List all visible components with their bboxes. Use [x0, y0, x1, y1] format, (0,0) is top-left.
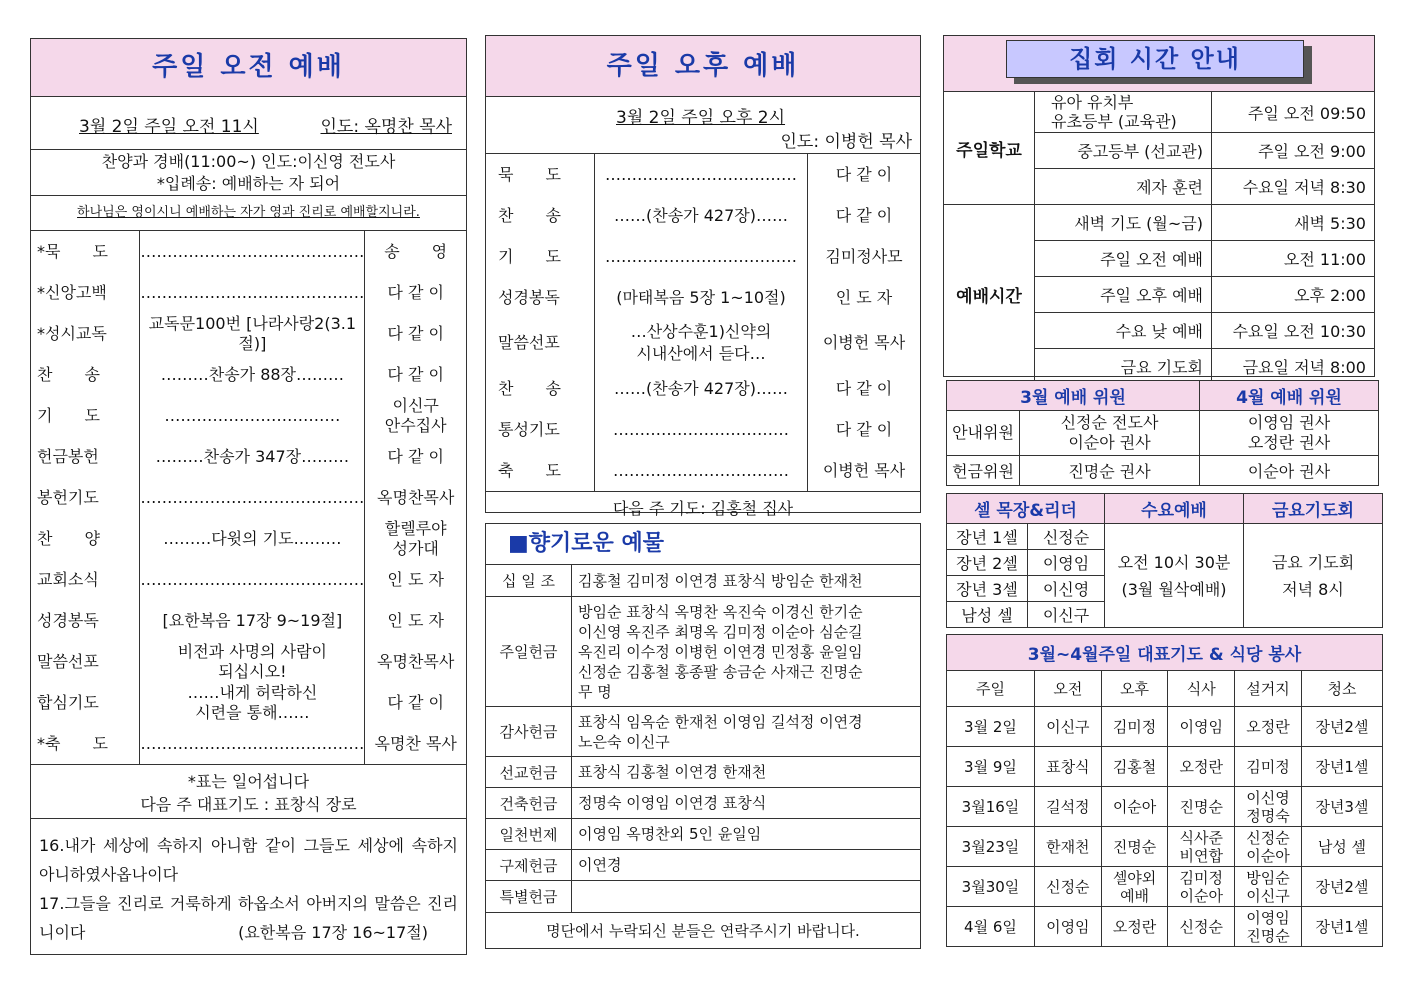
cell-leader: 이신영	[1028, 576, 1105, 602]
order-person: 옥명찬목사	[377, 487, 455, 507]
order-detail: [요한복음 17장 9~19절]	[140, 600, 365, 641]
offering-march: 진명순 권사	[1020, 456, 1200, 486]
cell-leader: 신정순	[1028, 524, 1105, 550]
duty-cell: 3월23일	[947, 827, 1035, 867]
schedule-item-time: 금요일 저녁 8:00	[1212, 349, 1375, 385]
duty-cell: 신정순	[1034, 867, 1101, 907]
offering-row	[486, 819, 920, 850]
friday-header: 금요기도회	[1244, 494, 1383, 524]
order-detail: ……(찬송가 427장)……	[595, 195, 808, 236]
duty-cell: 표창식	[1034, 747, 1101, 787]
duty-cell: 장년1셀	[1301, 907, 1382, 947]
duty-cell: 남성 셀	[1301, 827, 1382, 867]
order-person: 옥명찬 목사	[374, 733, 457, 753]
order-detail: (마태복음 5장 1~10절)	[595, 277, 808, 318]
order-person: 이병헌 목사	[822, 460, 906, 480]
schedule-item-time: 오전 11:00	[1212, 241, 1375, 277]
wednesday-header: 수요예배	[1105, 494, 1244, 524]
schedule-item-name: 제자 훈련	[1035, 169, 1212, 205]
order-detail: ……………………………………	[140, 272, 365, 313]
offering-april: 이순아 권사	[1200, 456, 1379, 486]
duty-cell: 이신구	[1034, 707, 1101, 747]
order-item: 합심기도	[37, 692, 99, 712]
offering-category: 선교헌금	[486, 757, 572, 788]
schedule-item-name: 주일 오전 예배	[1035, 241, 1212, 277]
order-detail: ………찬송가 88장………	[140, 354, 365, 395]
duty-cell: 김미정	[1101, 707, 1168, 747]
offering-row	[486, 850, 920, 881]
offering-row	[486, 788, 920, 819]
order-detail: ……………………………………	[140, 231, 365, 272]
duty-cell: 3월 9일	[947, 747, 1035, 787]
stand-note: *표는 일어섭니다	[187, 772, 310, 791]
praise-line: 찬양과 경배(11:00~) 인도:이신영 전도사	[101, 152, 396, 171]
offering-row	[486, 881, 920, 912]
offering-names: 이연경	[572, 850, 921, 881]
cell-name: 남성 셀	[947, 602, 1028, 628]
order-item: 헌금봉헌	[37, 446, 99, 466]
order-item: 말씀선포	[498, 333, 560, 352]
morning-order-row	[31, 436, 466, 477]
afternoon-order-row	[486, 277, 920, 318]
order-person: 다 같 이	[387, 692, 444, 712]
order-person: 할렐루야 성가대	[384, 518, 447, 558]
order-detail: ………………………………	[595, 236, 808, 277]
order-item: 성경봉독	[37, 610, 99, 630]
duty-cell: 진명순	[1168, 787, 1235, 827]
morning-order-row	[31, 354, 466, 395]
order-detail: ………………………………	[595, 154, 808, 195]
offering-names: 표창식 김홍철 이연경 한재천	[572, 757, 921, 788]
morning-order-row	[31, 477, 466, 518]
order-detail: ……………………………………	[140, 559, 365, 600]
afternoon-service-panel	[485, 35, 921, 518]
morning-order-row	[31, 559, 466, 600]
worship-time-label: 예배시간	[944, 205, 1035, 385]
schedule-table	[944, 91, 1374, 384]
duty-column-header: 청소	[1301, 671, 1382, 707]
offering-category: 특별헌금	[486, 881, 572, 912]
morning-date: 3월 2일 주일 오전 11시	[79, 117, 259, 137]
afternoon-date: 3월 2일 주일 오후 2시	[616, 108, 786, 128]
offering-category: 구제헌금	[486, 850, 572, 881]
duty-cell: 진명순	[1101, 827, 1168, 867]
march-committee-header: 3월 예배 위원	[947, 381, 1200, 411]
duty-column-header: 오전	[1034, 671, 1101, 707]
morning-title: 주일 오전 예배	[31, 39, 466, 97]
offering-names: 이영임 옥명찬외 5인 윤일임	[572, 819, 921, 850]
duty-cell: 3월30일	[947, 867, 1035, 907]
entry-song: *입례송: 예배하는 자 되어	[156, 174, 341, 193]
scripture-verse-16: 16.내가 세상에 속하지 아니함 같이 그들도 세상에 속하지 아니하였사옵나이다	[39, 836, 458, 884]
duty-column-header: 설거지	[1235, 671, 1302, 707]
duty-row	[947, 907, 1383, 947]
schedule-item-time: 수요일 저녁 8:30	[1212, 169, 1375, 205]
offering-title: ■향기로운 예물	[508, 531, 664, 556]
morning-order-row	[31, 395, 466, 436]
afternoon-order-row	[486, 236, 920, 277]
duty-row	[947, 787, 1383, 827]
duty-row	[947, 747, 1383, 787]
order-item: 성경봉독	[498, 287, 560, 307]
afternoon-next-prayer: 다음 주 기도: 김홍철 집사	[612, 499, 794, 518]
order-person: 다 같 이	[835, 164, 893, 184]
order-detail: ……………………………………	[140, 723, 365, 765]
duty-column-header: 오후	[1101, 671, 1168, 707]
duty-row	[947, 827, 1383, 867]
duty-cell: 이신영 정명숙	[1235, 787, 1302, 827]
order-item: 교회소식	[37, 569, 99, 589]
duty-cell: 김홍철	[1101, 747, 1168, 787]
afternoon-title: 주일 오후 예배	[486, 36, 920, 97]
duty-column-header: 식사	[1168, 671, 1235, 707]
schedule-item-name: 주일 오후 예배	[1035, 277, 1212, 313]
scripture-reference: (요한복음 17장 16~17절)	[238, 923, 428, 942]
order-item: *신앙고백	[37, 282, 107, 302]
duty-cell: 장년3셀	[1301, 787, 1382, 827]
schedule-item-time: 주일 오전 9:00	[1212, 133, 1375, 169]
offering-category: 건축헌금	[486, 788, 572, 819]
offering-panel	[485, 523, 921, 949]
order-person: 다 같 이	[387, 364, 444, 384]
order-item: 묵 도	[498, 164, 561, 184]
offering-category: 감사헌금	[486, 707, 572, 757]
offering-table	[486, 564, 920, 912]
duty-cell: 방임순 이신구	[1235, 867, 1302, 907]
order-detail: ……………………………	[595, 409, 808, 450]
duty-cell: 신정순 이순아	[1235, 827, 1302, 867]
offering-category: 일천번제	[486, 819, 572, 850]
order-person: 다 같 이	[387, 446, 444, 466]
schedule-item-time: 수요일 오전 10:30	[1212, 313, 1375, 349]
cell-leader: 이영임	[1028, 550, 1105, 576]
duty-title: 3월~4월주일 대표기도 & 식당 봉사	[947, 635, 1383, 671]
order-person: 이신구 안수집사	[384, 395, 447, 435]
order-detail: ………찬송가 347장………	[140, 436, 365, 477]
order-person: 다 같 이	[835, 419, 893, 439]
cell-header: 셀 목장&리더	[947, 494, 1105, 524]
schedule-item-name: 중고등부 (선교관)	[1035, 133, 1212, 169]
duty-row	[947, 867, 1383, 907]
duty-cell: 김미정	[1235, 747, 1302, 787]
guide-march: 신정순 전도사 이순아 권사	[1020, 411, 1200, 456]
schedule-panel	[943, 35, 1375, 377]
duty-cell: 이영임	[1168, 707, 1235, 747]
order-detail: ……………………………………	[140, 477, 365, 518]
cell-leader: 이신구	[1028, 602, 1105, 628]
offering-row	[486, 565, 920, 597]
duty-cell: 신정순	[1168, 907, 1235, 947]
offering-names	[572, 881, 921, 912]
order-detail: 교독문100번 [나라사랑2(3.1절)]	[140, 313, 365, 354]
morning-order-row	[31, 313, 466, 354]
guide-label: 안내위원	[947, 411, 1020, 456]
afternoon-order-row	[486, 318, 920, 368]
duty-cell: 장년2셀	[1301, 707, 1382, 747]
sunday-school-label: 주일학교	[944, 92, 1035, 205]
schedule-title: 집회 시간 안내	[1006, 40, 1304, 78]
order-item: 말씀선포	[37, 651, 99, 671]
duty-row	[947, 707, 1383, 747]
offering-names: 김홍철 김미정 이연경 표창식 방임순 한재천	[572, 565, 921, 597]
order-detail: ……(찬송가 427장)……	[595, 368, 808, 409]
order-detail: 비전과 사명의 사람이 되십시오!	[140, 641, 365, 682]
order-person: 인 도 자	[387, 610, 444, 630]
order-detail: ……………………………	[140, 395, 365, 436]
cell-name: 장년 1셀	[947, 524, 1028, 550]
schedule-item-time: 새벽 5:30	[1212, 205, 1375, 241]
morning-order-table	[31, 231, 466, 765]
offering-category: 십 일 조	[486, 565, 572, 597]
duty-cell: 이영임 진명순	[1235, 907, 1302, 947]
order-person: 다 같 이	[387, 282, 444, 302]
morning-order-row	[31, 641, 466, 682]
offering-category: 주일헌금	[486, 597, 572, 707]
order-person: 다 같 이	[835, 378, 893, 398]
duty-cell: 길석정	[1034, 787, 1101, 827]
guide-april: 이영임 권사 오정란 권사	[1200, 411, 1379, 456]
duty-cell: 이순아	[1101, 787, 1168, 827]
order-person: 이병헌 목사	[822, 333, 906, 352]
order-person: 다 같 이	[387, 323, 444, 343]
offering-note: 명단에서 누락되신 분들은 연락주시기 바랍니다.	[486, 912, 920, 949]
morning-leader: 인도: 옥명찬 목사	[320, 117, 452, 137]
schedule-item-name: 새벽 기도 (월~금)	[1035, 205, 1212, 241]
morning-order-row	[31, 600, 466, 641]
friday-info: 금요 기도회 저녁 8시	[1244, 524, 1383, 628]
order-person: 옥명찬목사	[377, 651, 455, 671]
order-item: 축 도	[498, 460, 561, 480]
cell-table	[946, 493, 1383, 628]
order-item: 통성기도	[498, 419, 560, 439]
afternoon-order-row	[486, 154, 920, 195]
duty-cell: 식사준 비연합	[1168, 827, 1235, 867]
order-person: 인 도 자	[835, 287, 893, 307]
duty-cell: 3월 2일	[947, 707, 1035, 747]
duty-cell: 3월16일	[947, 787, 1035, 827]
order-item: *묵 도	[37, 241, 108, 261]
afternoon-order-table	[486, 154, 920, 492]
order-detail: ……………………………	[595, 450, 808, 492]
duty-cell: 김미정 이순아	[1168, 867, 1235, 907]
schedule-item-time: 오후 2:00	[1212, 277, 1375, 313]
order-detail: ……내게 허락하신 시련을 통해……	[140, 682, 365, 723]
scripture-verse-17: 17.그들을 진리로 거룩하게 하옵소서 아버지의 말씀은 진리니이다	[39, 894, 458, 942]
schedule-item-time: 주일 오전 09:50	[1212, 92, 1375, 133]
afternoon-order-row	[486, 195, 920, 236]
offering-names: 방임순 표창식 옥명찬 옥진숙 이경신 한기순 이신영 옥진주 최명옥 김미정 이순아 심순길 옥진리 이수정 이병헌 이연경 민정홍 윤일임 신정순 김홍철 홍종팔 송금순 사재근 진명순 무 명	[572, 597, 921, 707]
morning-order-row	[31, 518, 466, 559]
cell-name: 장년 2셀	[947, 550, 1028, 576]
wednesday-info: 오전 10시 30분 (3월 월삭예배)	[1105, 524, 1244, 628]
order-item: 기 도	[37, 405, 100, 425]
afternoon-order-row	[486, 409, 920, 450]
schedule-item-name: 수요 낮 예배	[1035, 313, 1212, 349]
duty-cell: 셀야외 예배	[1101, 867, 1168, 907]
offering-committee-label: 헌금위원	[947, 456, 1020, 486]
duty-cell: 장년2셀	[1301, 867, 1382, 907]
morning-order-row	[31, 682, 466, 723]
worship-verse: 하나님은 영이시니 예배하는 자가 영과 진리로 예배할지니라.	[77, 205, 420, 220]
duty-cell: 오정란	[1168, 747, 1235, 787]
duty-table	[946, 634, 1383, 947]
afternoon-order-row	[486, 368, 920, 409]
morning-order-row	[31, 231, 466, 272]
order-person: 인 도 자	[387, 569, 444, 589]
duty-cell: 오정란	[1235, 707, 1302, 747]
morning-order-row	[31, 272, 466, 313]
afternoon-order-row	[486, 450, 920, 492]
duty-cell: 한재천	[1034, 827, 1101, 867]
cell-name: 장년 3셀	[947, 576, 1028, 602]
offering-row	[486, 757, 920, 788]
order-item: 찬 송	[37, 364, 100, 384]
april-committee-header: 4월 예배 위원	[1200, 381, 1379, 411]
order-person: 다 같 이	[835, 205, 893, 225]
duty-cell: 4월 6일	[947, 907, 1035, 947]
order-item: *축 도	[37, 733, 108, 753]
morning-service-panel	[30, 38, 467, 955]
order-detail: …산상수훈1)신약의 시내산에서 듣다…	[595, 318, 808, 368]
order-item: 찬 송	[498, 205, 561, 225]
duty-cell: 이영임	[1034, 907, 1101, 947]
committee-table	[946, 380, 1379, 486]
afternoon-leader: 인도: 이병헌 목사	[780, 132, 912, 152]
offering-names: 표창식 임옥순 한재천 이영임 길석정 이연경 노은숙 이신구	[572, 707, 921, 757]
schedule-item-name: 유아 유치부 유초등부 (교육관)	[1035, 92, 1212, 133]
duty-cell: 장년1셀	[1301, 747, 1382, 787]
order-item: 찬 양	[37, 528, 100, 548]
offering-row	[486, 707, 920, 757]
order-item: *성시교독	[37, 323, 107, 343]
duty-cell: 오정란	[1101, 907, 1168, 947]
order-item: 봉헌기도	[37, 487, 99, 507]
order-person: 송 영	[384, 241, 448, 261]
order-detail: ………다윗의 기도………	[140, 518, 365, 559]
offering-row	[486, 597, 920, 707]
order-item: 찬 송	[498, 378, 561, 398]
offering-names: 정명숙 이영임 이연경 표창식	[572, 788, 921, 819]
order-person: 김미정사모	[825, 246, 903, 266]
schedule-item-name: 금요 기도회	[1035, 349, 1212, 385]
morning-order-row	[31, 723, 466, 765]
morning-next-prayer: 다음 주 대표기도 : 표창식 장로	[140, 795, 357, 814]
duty-column-header: 주일	[947, 671, 1035, 707]
order-item: 기 도	[498, 246, 561, 266]
